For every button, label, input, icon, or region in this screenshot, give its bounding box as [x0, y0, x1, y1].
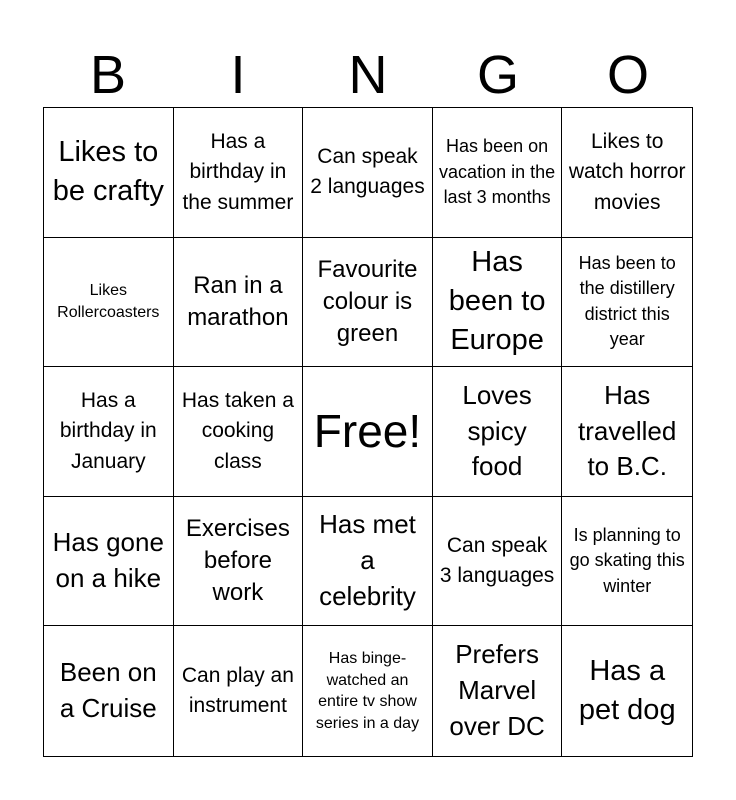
bingo-cell[interactable] [433, 497, 563, 627]
cell-text: Can speak 2 languages [310, 144, 425, 199]
bingo-header [43, 44, 693, 106]
cell-text: Has binge-watched an entire tv show series in a day [315, 650, 420, 732]
bingo-cell[interactable] [44, 626, 174, 756]
bingo-cell[interactable] [562, 108, 692, 238]
cell-text: Favourite colour is green [317, 256, 418, 347]
header-letter-n: N [348, 45, 388, 105]
header-letter-o: O [606, 45, 649, 105]
bingo-cell[interactable] [433, 367, 563, 497]
bingo-cell[interactable] [562, 497, 692, 627]
bingo-cell[interactable] [303, 238, 433, 368]
bingo-cell[interactable] [433, 108, 563, 238]
cell-text: Is planning to go skating this winter [569, 524, 685, 596]
header-letter-b: B [89, 45, 127, 105]
cell-text: Has been to Europe [448, 246, 546, 357]
bingo-cell[interactable] [44, 367, 174, 497]
cell-text: Can play an instrument [181, 663, 294, 718]
header-letter-i: I [230, 45, 246, 105]
cell-text: Has travelled to B.C. [578, 379, 677, 482]
bingo-cell[interactable] [303, 497, 433, 627]
bingo-cell[interactable] [44, 238, 174, 368]
cell-text: Prefers Marvel over DC [449, 639, 545, 742]
cell-text: Has a pet dog [578, 655, 676, 727]
bingo-cell[interactable] [303, 108, 433, 238]
cell-text: Has a birthday in January [59, 388, 157, 473]
cell-text: Has taken a cooking class [181, 388, 294, 473]
bingo-cell[interactable] [174, 238, 304, 368]
bingo-cell[interactable] [44, 497, 174, 627]
cell-text: Has a birthday in the summer [182, 129, 294, 214]
bingo-cell[interactable] [174, 367, 304, 497]
bingo-cell[interactable] [44, 108, 174, 238]
bingo-board [43, 107, 693, 757]
cell-text: Likes Rollercoasters [57, 282, 160, 321]
bingo-cell[interactable] [562, 626, 692, 756]
bingo-cell[interactable] [174, 108, 304, 238]
cell-text: Likes to be crafty [52, 136, 164, 208]
bingo-cell[interactable] [562, 238, 692, 368]
cell-text: Been on a Cruise [59, 657, 157, 724]
bingo-cell[interactable] [174, 626, 304, 756]
free-cell[interactable] [303, 367, 433, 497]
cell-text: Can speak 3 languages [439, 533, 555, 588]
cell-text: Ran in a marathon [187, 271, 289, 331]
cell-text: Likes to watch horror movies [568, 129, 686, 214]
bingo-cell[interactable] [433, 626, 563, 756]
bingo-cell[interactable] [562, 367, 692, 497]
cell-text: Has met a celebrity [319, 509, 416, 612]
cell-text: Has gone on a hike [52, 527, 164, 594]
cell-text: Has been to the distillery district this year [578, 252, 676, 350]
header-letter-g: G [476, 45, 519, 105]
cell-text: Free! [313, 405, 422, 458]
cell-text: Has been on vacation in the last 3 months [439, 135, 556, 208]
bingo-cell[interactable] [303, 626, 433, 756]
cell-text: Loves spicy food [462, 379, 532, 482]
bingo-cell[interactable] [433, 238, 563, 368]
cell-text: Exercises before work [185, 515, 290, 607]
bingo-cell[interactable] [174, 497, 304, 627]
